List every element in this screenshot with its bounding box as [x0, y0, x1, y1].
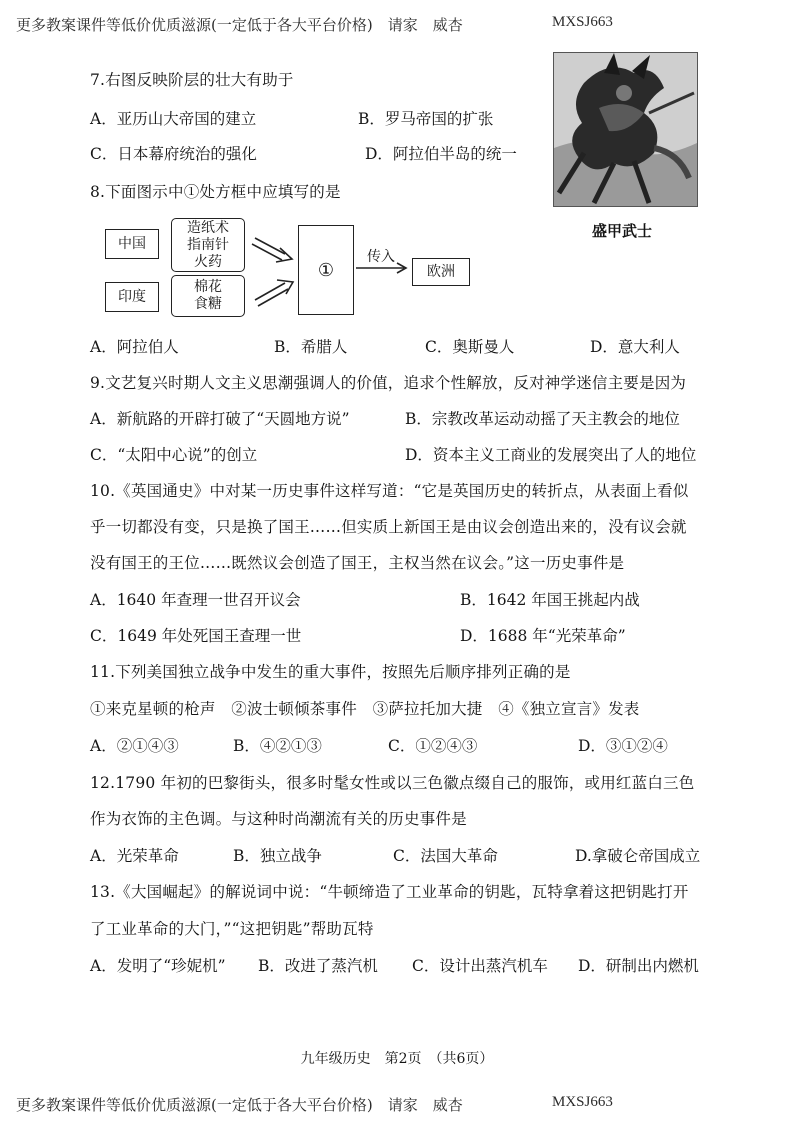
q13-line-1: 13.《大国崛起》的解说词中说：“牛顿缔造了工业革命的钥匙，瓦特拿着这把钥匙打开 — [90, 883, 689, 901]
q12-option-c: C．法国大革命 — [393, 847, 498, 865]
q11-stem: 11.下列美国独立战争中发生的重大事件，按照先后顺序排列正确的是 — [90, 663, 571, 681]
q11-option-b: B．④②①③ — [233, 737, 322, 755]
diagram-europe-label: 欧洲 — [427, 263, 455, 280]
q8-option-d: D．意大利人 — [590, 338, 680, 356]
diagram-china-item: 火药 — [194, 253, 222, 270]
diagram-arrow-label: 传入 — [367, 249, 395, 265]
q13-option-c: C．设计出蒸汽机车 — [412, 957, 548, 975]
q11-option-a: A．②①④③ — [90, 737, 179, 755]
diagram-india-label: 印度 — [118, 288, 146, 305]
q10-line-2: 乎一切都没有变，只是换了国王……但实质上新国王是由议会创造出来的，没有议会就 — [90, 518, 687, 536]
q10-line-1: 10.《英国通史》中对某一历史事件这样写道：“它是英国历史的转折点，从表面上看似 — [90, 482, 689, 500]
q11-option-c: C．①②④③ — [388, 737, 478, 755]
diagram-india-goods-box — [171, 275, 245, 317]
q10-option-c: C．1649 年处死国王查理一世 — [90, 627, 302, 645]
diagram-china-box — [105, 229, 159, 259]
q9-option-a: A．新航路的开辟打破了“天圆地方说” — [90, 410, 350, 428]
page-footer: 九年级历史 第2页 （共6页） — [300, 1051, 494, 1067]
q8-option-b: B．希腊人 — [274, 338, 348, 356]
q10-line-3: 没有国王的王位……既然议会创造了国王，主权当然在议会。”这一历史事件是 — [90, 554, 625, 572]
diagram-india-box — [105, 282, 159, 312]
q9-option-d: D．资本主义工商业的发展突出了人的地位 — [405, 446, 697, 464]
arrow-china-to-blank-icon — [252, 238, 292, 262]
banner-text: 更多教案课件等低价优质滋源(一定低于各大平台价格) 请家 威杏 — [16, 1096, 463, 1114]
q8-option-c: C．奥斯曼人 — [425, 338, 515, 356]
q9-option-c: C．“太阳中心说”的创立 — [90, 446, 258, 464]
q7-option-a: A．亚历山大帝国的建立 — [90, 110, 257, 128]
top-banner — [16, 14, 613, 35]
diagram-china-inventions-box — [171, 218, 245, 272]
q11-events: ①来克星顿的枪声 ②波士顿倾茶事件 ③萨拉托加大捷 ④《独立宣言》发表 — [90, 700, 640, 718]
q12-option-b: B．独立战争 — [233, 847, 322, 865]
diagram-europe-box — [412, 258, 470, 286]
q10-option-b: B．1642 年国王挑起内战 — [460, 591, 640, 609]
q13-option-d: D．研制出内燃机 — [578, 957, 699, 975]
q10-option-d: D．1688 年“光荣革命” — [460, 627, 626, 645]
q12-line-1: 12.1790 年初的巴黎街头，很多时髦女性或以三色徽点缀自己的服饰，或用红蓝白三色 — [90, 774, 695, 792]
bottom-banner — [16, 1094, 613, 1115]
q9-stem: 9.文艺复兴时期人文主义思潮强调人的价值，追求个性解放，反对神学迷信主要是因为 — [90, 374, 687, 392]
q12-option-d: D.拿破仑帝国成立 — [575, 847, 701, 865]
diagram-china-item: 造纸术 — [187, 219, 229, 236]
q12-line-2: 作为衣饰的主色调。与这种时尚潮流有关的历史事件是 — [90, 810, 467, 828]
diagram-india-item: 棉花 — [194, 279, 222, 295]
diagram-blank-box — [298, 225, 354, 315]
q8-option-a: A．阿拉伯人 — [90, 338, 179, 356]
diagram-india-item: 食糖 — [194, 296, 222, 312]
q12-option-a: A．光荣革命 — [90, 847, 179, 865]
q10-option-a: A．1640 年查理一世召开议会 — [90, 591, 301, 609]
banner-text: 更多教案课件等低价优质滋源(一定低于各大平台价格) 请家 威杏 — [16, 16, 463, 34]
photo-caption: 盛甲武士 — [592, 222, 653, 240]
q13-option-b: B．改进了蒸汽机 — [258, 957, 378, 975]
q8-stem: 8.下面图示中①处方框中应填写的是 — [90, 183, 341, 201]
diagram-blank-label: ① — [317, 259, 335, 281]
samurai-illustration-icon — [554, 53, 697, 206]
q7-option-d: D．阿拉伯半岛的统一 — [365, 145, 517, 163]
banner-code: MXSJ663 — [552, 1094, 613, 1110]
banner-code: MXSJ663 — [552, 14, 613, 30]
diagram-china-item: 指南针 — [187, 236, 229, 253]
q13-line-2: 了工业革命的大门，”“这把钥匙”帮助瓦特 — [90, 920, 374, 938]
q13-option-a: A．发明了“珍妮机” — [90, 957, 226, 975]
samurai-photo — [553, 52, 698, 207]
arrow-india-to-blank-icon — [255, 280, 293, 306]
q11-option-d: D．③①②④ — [578, 737, 668, 755]
q7-option-c: C．日本幕府统治的强化 — [90, 145, 257, 163]
q9-option-b: B．宗教改革运动动摇了天主教会的地位 — [405, 410, 680, 428]
q7-option-b: B．罗马帝国的扩张 — [358, 110, 494, 128]
q7-stem: 7.右图反映阶层的壮大有助于 — [90, 71, 294, 89]
diagram-china-label: 中国 — [118, 235, 146, 252]
